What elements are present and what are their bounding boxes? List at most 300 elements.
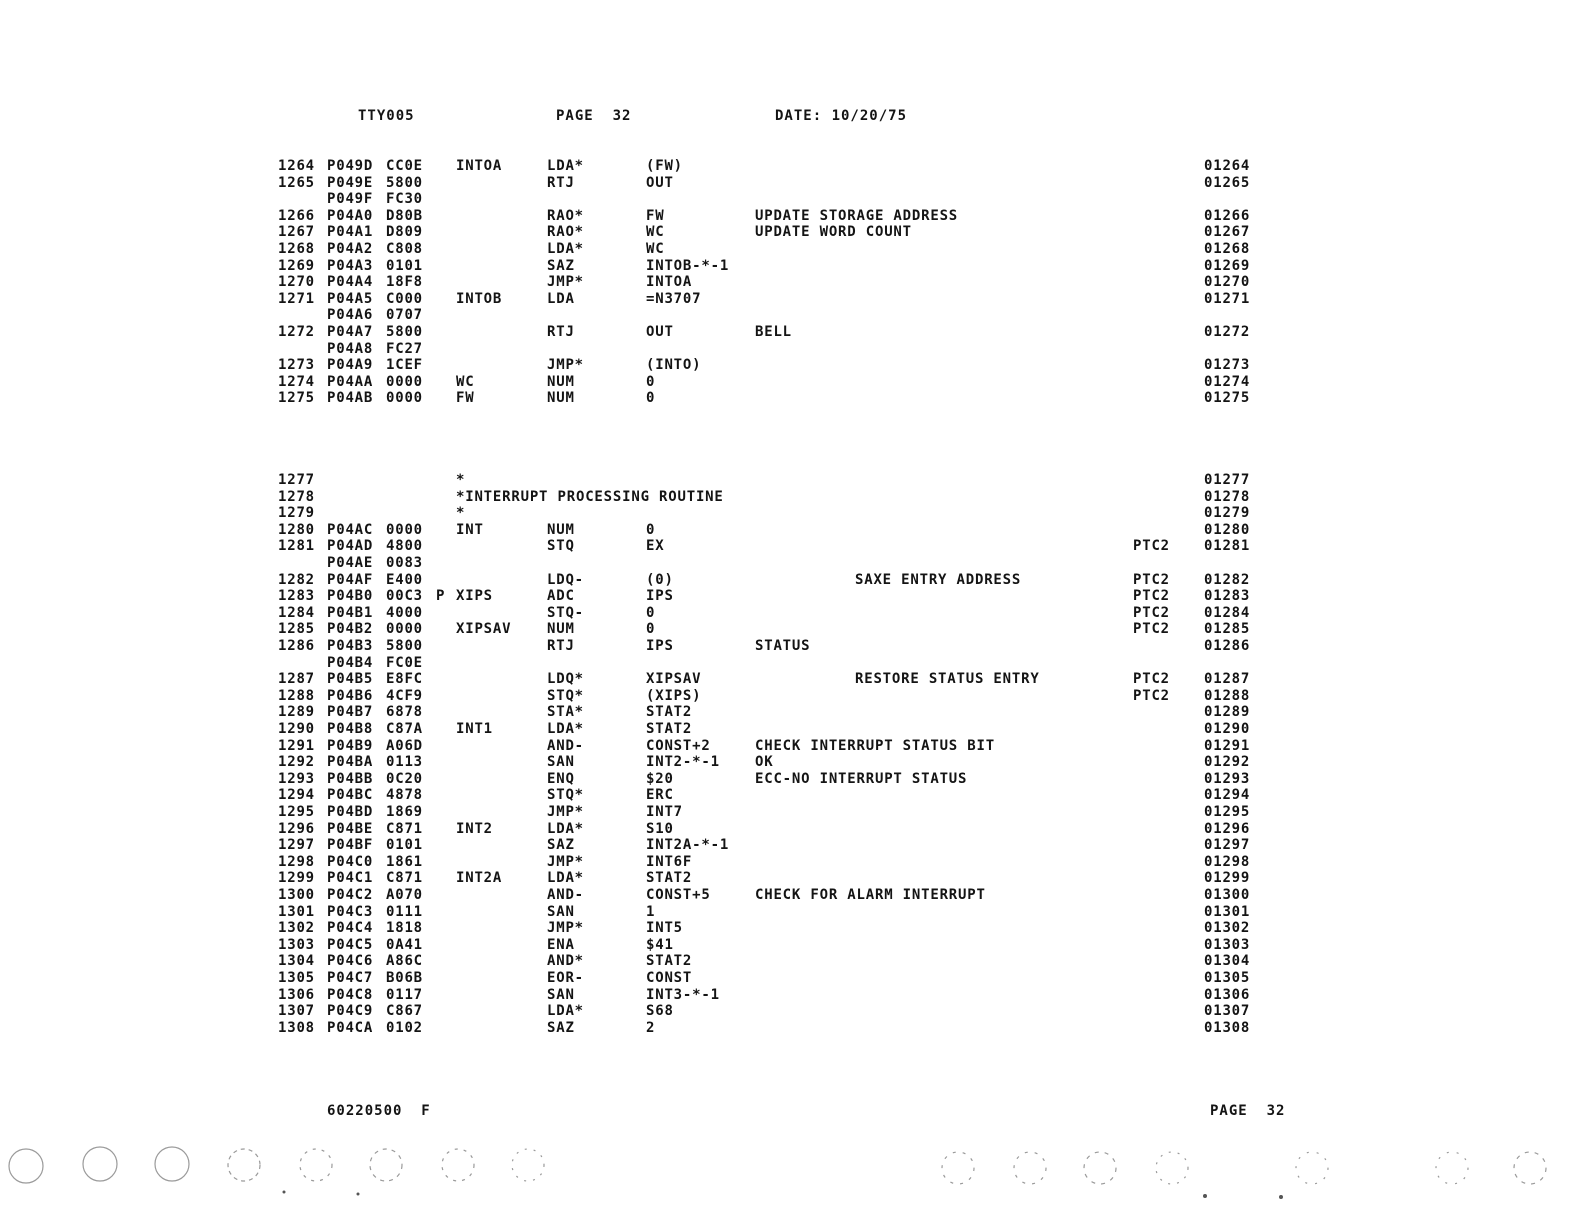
footer-page-number: PAGE 32 — [1210, 1103, 1286, 1119]
object-code: A06D — [386, 737, 423, 754]
comment: CHECK FOR ALARM INTERRUPT — [755, 887, 986, 903]
listing-row — [0, 688, 1584, 705]
listing-row — [0, 1020, 1584, 1037]
sequence-number: 01290 — [1204, 721, 1251, 737]
object-code: 1818 — [386, 920, 423, 937]
comment-indented: SAXE ENTRY ADDRESS — [855, 571, 1022, 588]
operand: WC — [646, 224, 665, 241]
label: * — [456, 505, 466, 522]
sequence-number: 01308 — [1204, 1019, 1251, 1036]
line-number: 1296 — [278, 820, 315, 837]
address: P04B0 — [327, 588, 374, 605]
sequence-number: 01283 — [1204, 588, 1251, 605]
sequence-number: 01304 — [1204, 953, 1251, 970]
object-code: 1861 — [386, 853, 423, 870]
address: P04A3 — [327, 257, 374, 274]
opcode: LDA — [547, 290, 575, 307]
listing-row — [0, 887, 1584, 904]
object-code: 0000 — [386, 390, 423, 407]
operand: S10 — [646, 820, 674, 837]
listing-row — [0, 671, 1584, 688]
feed-hole — [1084, 1152, 1116, 1184]
address: P04B9 — [327, 737, 374, 754]
address: P04A2 — [327, 241, 374, 257]
address: P04C0 — [327, 853, 374, 870]
opcode: NUM — [547, 373, 575, 390]
sequence-number: 01275 — [1204, 390, 1251, 407]
line-number: 1267 — [278, 224, 315, 241]
listing-row — [0, 175, 1584, 192]
operand: 0 — [646, 390, 656, 407]
line-number: 1282 — [278, 571, 315, 588]
operand: (INTO) — [646, 357, 702, 374]
object-code: 6878 — [386, 704, 423, 721]
object-code: C87A — [386, 721, 423, 737]
object-code: 4800 — [386, 538, 423, 555]
opcode: RTJ — [547, 324, 575, 340]
address: P04A6 — [327, 307, 374, 324]
operand: STAT2 — [646, 721, 693, 737]
line-number: 1307 — [278, 1003, 315, 1020]
line-number: 1270 — [278, 274, 315, 291]
address: P04B7 — [327, 704, 374, 721]
address: P04B4 — [327, 654, 374, 671]
sequence-number: 01279 — [1204, 505, 1251, 522]
listing-row — [0, 970, 1584, 987]
address: P04B8 — [327, 721, 374, 737]
feed-hole — [1014, 1152, 1046, 1184]
address: P04C6 — [327, 953, 374, 970]
feed-hole — [442, 1149, 474, 1181]
patch-mark: PTC2 — [1133, 588, 1170, 605]
sequence-number: 01278 — [1204, 488, 1251, 505]
address: P04B5 — [327, 671, 374, 688]
sequence-number: 01270 — [1204, 274, 1251, 291]
listing-row — [0, 704, 1584, 721]
comment: ECC-NO INTERRUPT STATUS — [755, 770, 968, 787]
label: FW — [456, 390, 475, 407]
operand: 0 — [646, 621, 656, 638]
object-code: 5800 — [386, 638, 423, 654]
address: P04AF — [327, 571, 374, 588]
listing-row — [0, 572, 1584, 589]
listing-row — [0, 605, 1584, 622]
feed-hole — [1436, 1152, 1468, 1184]
opcode: SAN — [547, 986, 575, 1003]
opcode: SAZ — [547, 257, 575, 274]
address: P04AC — [327, 521, 374, 538]
patch-mark: PTC2 — [1133, 604, 1170, 621]
sequence-number: 01267 — [1204, 224, 1251, 241]
address: P049F — [327, 191, 374, 208]
program-name: TTY005 — [358, 108, 415, 124]
sequence-number: 01297 — [1204, 837, 1251, 854]
operand: INT2A-*-1 — [646, 837, 730, 854]
opcode: LDQ- — [547, 571, 584, 588]
comment: UPDATE WORD COUNT — [755, 224, 912, 241]
operand: EX — [646, 538, 665, 555]
sequence-number: 01301 — [1204, 903, 1251, 920]
feed-hole — [1514, 1152, 1546, 1184]
sequence-number: 01273 — [1204, 357, 1251, 374]
listing-row — [0, 870, 1584, 887]
operand: OUT — [646, 324, 674, 340]
address: P04A5 — [327, 290, 374, 307]
label: *INTERRUPT PROCESSING ROUTINE — [456, 488, 724, 505]
address: P04A9 — [327, 357, 374, 374]
operand: INT6F — [646, 853, 693, 870]
address: P04BD — [327, 804, 374, 820]
opcode: LDA* — [547, 158, 584, 174]
line-number: 1273 — [278, 357, 315, 374]
sequence-number: 01268 — [1204, 241, 1251, 257]
line-number: 1281 — [278, 538, 315, 555]
sequence-number: 01303 — [1204, 936, 1251, 953]
opcode: LDA* — [547, 1003, 584, 1020]
address: P04B6 — [327, 687, 374, 704]
listing-row — [0, 374, 1584, 391]
object-code: 4000 — [386, 604, 423, 621]
line-number: 1272 — [278, 324, 315, 340]
line-number: 1293 — [278, 770, 315, 787]
comment: STATUS — [755, 638, 811, 654]
patch-mark: PTC2 — [1133, 671, 1170, 688]
listing-row — [0, 241, 1584, 258]
listing-row — [0, 987, 1584, 1004]
sequence-number: 01269 — [1204, 257, 1251, 274]
listing-row — [0, 357, 1584, 374]
line-number: 1292 — [278, 754, 315, 771]
sequence-number: 01299 — [1204, 870, 1251, 887]
object-code: C000 — [386, 290, 423, 307]
sequence-number: 01294 — [1204, 787, 1251, 804]
listing-row — [0, 291, 1584, 308]
line-number: 1305 — [278, 970, 315, 986]
operand: CONST+5 — [646, 887, 711, 903]
listing-row — [0, 472, 1584, 489]
sequence-number: 01298 — [1204, 853, 1251, 870]
sequence-number: 01296 — [1204, 820, 1251, 837]
listing-row — [0, 638, 1584, 655]
opcode: NUM — [547, 521, 575, 538]
object-code: 0113 — [386, 754, 423, 771]
object-code: FC30 — [386, 191, 423, 208]
opcode: SAN — [547, 903, 575, 920]
operand: INT3-*-1 — [646, 986, 720, 1003]
sequence-number: 01266 — [1204, 207, 1251, 224]
document-number: 60220500 F — [327, 1103, 431, 1119]
operand: IPS — [646, 588, 674, 605]
listing-row — [0, 937, 1584, 954]
address: P04CA — [327, 1019, 374, 1036]
address: P04AB — [327, 390, 374, 407]
object-code: C871 — [386, 820, 423, 837]
listing-row — [0, 191, 1584, 208]
sequence-number: 01265 — [1204, 174, 1251, 191]
address: P04B1 — [327, 604, 374, 621]
listing-row — [0, 804, 1584, 821]
line-number: 1294 — [278, 787, 315, 804]
line-number: 1299 — [278, 870, 315, 887]
label: WC — [456, 373, 475, 390]
listing-row — [0, 324, 1584, 341]
sequence-number: 01292 — [1204, 754, 1251, 771]
sequence-number: 01284 — [1204, 604, 1251, 621]
listing-row — [0, 588, 1584, 605]
operand: =N3707 — [646, 290, 702, 307]
address: P04BB — [327, 770, 374, 787]
sequence-number: 01277 — [1204, 472, 1251, 488]
listing-row — [0, 555, 1584, 572]
opcode: SAN — [547, 754, 575, 771]
label: XIPS — [456, 588, 493, 605]
listing-row — [0, 505, 1584, 522]
opcode: RAO* — [547, 224, 584, 241]
opcode: ENQ — [547, 770, 575, 787]
line-number: 1274 — [278, 373, 315, 390]
sequence-number: 01306 — [1204, 986, 1251, 1003]
feed-hole — [512, 1149, 544, 1181]
object-code: D80B — [386, 207, 423, 224]
line-number: 1304 — [278, 953, 315, 970]
object-code: 1CEF — [386, 357, 423, 374]
listing-row — [0, 771, 1584, 788]
comment: UPDATE STORAGE ADDRESS — [755, 207, 959, 224]
line-number: 1297 — [278, 837, 315, 854]
operand: INT2-*-1 — [646, 754, 720, 771]
label: INT2A — [456, 870, 503, 887]
object-code: 0000 — [386, 373, 423, 390]
header-date: DATE: 10/20/75 — [775, 108, 908, 124]
tractor-feed-holes — [0, 1140, 1584, 1210]
address: P04C9 — [327, 1003, 374, 1020]
object-code: A86C — [386, 953, 423, 970]
address: P049D — [327, 158, 374, 174]
opcode: RTJ — [547, 638, 575, 654]
opcode: JMP* — [547, 853, 584, 870]
patch-mark: PTC2 — [1133, 687, 1170, 704]
opcode: STQ — [547, 538, 575, 555]
feed-hole — [1296, 1152, 1328, 1184]
sequence-number: 01280 — [1204, 521, 1251, 538]
object-code: A070 — [386, 887, 423, 903]
line-number: 1291 — [278, 737, 315, 754]
object-code: 5800 — [386, 324, 423, 340]
address: P04BA — [327, 754, 374, 771]
operand: INT5 — [646, 920, 683, 937]
opcode: ADC — [547, 588, 575, 605]
listing-row — [0, 390, 1584, 407]
operand: $20 — [646, 770, 674, 787]
operand: 1 — [646, 903, 656, 920]
line-number: 1269 — [278, 257, 315, 274]
line-number: 1271 — [278, 290, 315, 307]
listing-row — [0, 821, 1584, 838]
operand: (XIPS) — [646, 687, 702, 704]
sequence-number: 01281 — [1204, 538, 1251, 555]
label: INT — [456, 521, 484, 538]
address: P04C8 — [327, 986, 374, 1003]
operand: 0 — [646, 373, 656, 390]
address: P04C4 — [327, 920, 374, 937]
patch-mark: PTC2 — [1133, 571, 1170, 588]
opcode: STQ* — [547, 687, 584, 704]
sequence-number: 01274 — [1204, 373, 1251, 390]
address: P04A4 — [327, 274, 374, 291]
object-code: 4878 — [386, 787, 423, 804]
line-number: 1303 — [278, 936, 315, 953]
address: P04BF — [327, 837, 374, 854]
opcode: SAZ — [547, 837, 575, 854]
relocation-flag: P — [436, 588, 446, 605]
address: P04A8 — [327, 340, 374, 357]
object-code: 0A41 — [386, 936, 423, 953]
sequence-number: 01293 — [1204, 770, 1251, 787]
line-number: 1275 — [278, 390, 315, 407]
sequence-number: 01285 — [1204, 621, 1251, 638]
object-code: E400 — [386, 571, 423, 588]
line-number: 1295 — [278, 804, 315, 820]
object-code: B06B — [386, 970, 423, 986]
operand: OUT — [646, 174, 674, 191]
listing-row — [0, 158, 1584, 175]
operand: S68 — [646, 1003, 674, 1020]
sequence-number: 01289 — [1204, 704, 1251, 721]
operand: ERC — [646, 787, 674, 804]
object-code: 0117 — [386, 986, 423, 1003]
operand: 2 — [646, 1019, 656, 1036]
address: P049E — [327, 174, 374, 191]
opcode: AND- — [547, 887, 584, 903]
feed-hole — [9, 1149, 43, 1183]
opcode: STQ- — [547, 604, 584, 621]
listing-row — [0, 953, 1584, 970]
line-number: 1283 — [278, 588, 315, 605]
opcode: JMP* — [547, 274, 584, 291]
operand: CONST+2 — [646, 737, 711, 754]
line-number: 1300 — [278, 887, 315, 903]
operand: FW — [646, 207, 665, 224]
line-number: 1287 — [278, 671, 315, 688]
comment-indented: RESTORE STATUS ENTRY — [855, 671, 1040, 688]
patch-mark: PTC2 — [1133, 538, 1170, 555]
line-number: 1284 — [278, 604, 315, 621]
listing-row — [0, 621, 1584, 638]
label: INT1 — [456, 721, 493, 737]
line-number: 1286 — [278, 638, 315, 654]
address: P04A1 — [327, 224, 374, 241]
sequence-number: 01271 — [1204, 290, 1251, 307]
line-number: 1285 — [278, 621, 315, 638]
sequence-number: 01282 — [1204, 571, 1251, 588]
object-code: 0111 — [386, 903, 423, 920]
object-code: 00C3 — [386, 588, 423, 605]
line-number: 1278 — [278, 488, 315, 505]
line-number: 1308 — [278, 1019, 315, 1036]
line-number: 1301 — [278, 903, 315, 920]
sequence-number: 01295 — [1204, 804, 1251, 820]
line-number: 1280 — [278, 521, 315, 538]
opcode: RAO* — [547, 207, 584, 224]
opcode: LDA* — [547, 870, 584, 887]
listing-row — [0, 274, 1584, 291]
object-code: 0083 — [386, 555, 423, 571]
sequence-number: 01287 — [1204, 671, 1251, 688]
listing-row — [0, 738, 1584, 755]
line-number: 1290 — [278, 721, 315, 737]
operand: $41 — [646, 936, 674, 953]
operand: WC — [646, 241, 665, 257]
line-number: 1266 — [278, 207, 315, 224]
operand: XIPSAV — [646, 671, 702, 688]
address: P04BC — [327, 787, 374, 804]
feed-hole — [83, 1147, 117, 1181]
address: P04BE — [327, 820, 374, 837]
address: P04C5 — [327, 936, 374, 953]
address: P04B3 — [327, 638, 374, 654]
object-code: FC27 — [386, 340, 423, 357]
sequence-number: 01286 — [1204, 638, 1251, 654]
opcode: LDA* — [547, 721, 584, 737]
line-number: 1277 — [278, 472, 315, 488]
address: P04C1 — [327, 870, 374, 887]
feed-hole — [1156, 1152, 1188, 1184]
feed-hole — [228, 1149, 260, 1181]
object-code: E8FC — [386, 671, 423, 688]
line-number: 1268 — [278, 241, 315, 257]
comment: OK — [755, 754, 774, 771]
label: INT2 — [456, 820, 493, 837]
object-code: 0101 — [386, 257, 423, 274]
line-number: 1306 — [278, 986, 315, 1003]
listing-row — [0, 904, 1584, 921]
opcode: NUM — [547, 390, 575, 407]
opcode: LDA* — [547, 241, 584, 257]
operand: (0) — [646, 571, 674, 588]
line-number: 1298 — [278, 853, 315, 870]
opcode: EOR- — [547, 970, 584, 986]
operand: INTOB-*-1 — [646, 257, 730, 274]
feed-hole — [370, 1149, 402, 1181]
label: INTOA — [456, 158, 503, 174]
operand: CONST — [646, 970, 693, 986]
opcode: AND* — [547, 953, 584, 970]
listing-row — [0, 538, 1584, 555]
label: INTOB — [456, 290, 503, 307]
feed-hole — [155, 1147, 189, 1181]
address: P04C3 — [327, 903, 374, 920]
listing-row — [0, 208, 1584, 225]
object-code: 0707 — [386, 307, 423, 324]
operand: STAT2 — [646, 870, 693, 887]
address: P04A0 — [327, 207, 374, 224]
comment: BELL — [755, 324, 792, 340]
opcode: RTJ — [547, 174, 575, 191]
address: P04C7 — [327, 970, 374, 986]
operand: INTOA — [646, 274, 693, 291]
sequence-number: 01264 — [1204, 158, 1251, 174]
sequence-number: 01300 — [1204, 887, 1251, 903]
feed-hole — [942, 1152, 974, 1184]
label: XIPSAV — [456, 621, 512, 638]
sequence-number: 01272 — [1204, 324, 1251, 340]
opcode: LDA* — [547, 820, 584, 837]
header-page-number: PAGE 32 — [556, 108, 632, 124]
listing-row — [0, 837, 1584, 854]
opcode: STA* — [547, 704, 584, 721]
sequence-number: 01291 — [1204, 737, 1251, 754]
opcode: JMP* — [547, 804, 584, 820]
